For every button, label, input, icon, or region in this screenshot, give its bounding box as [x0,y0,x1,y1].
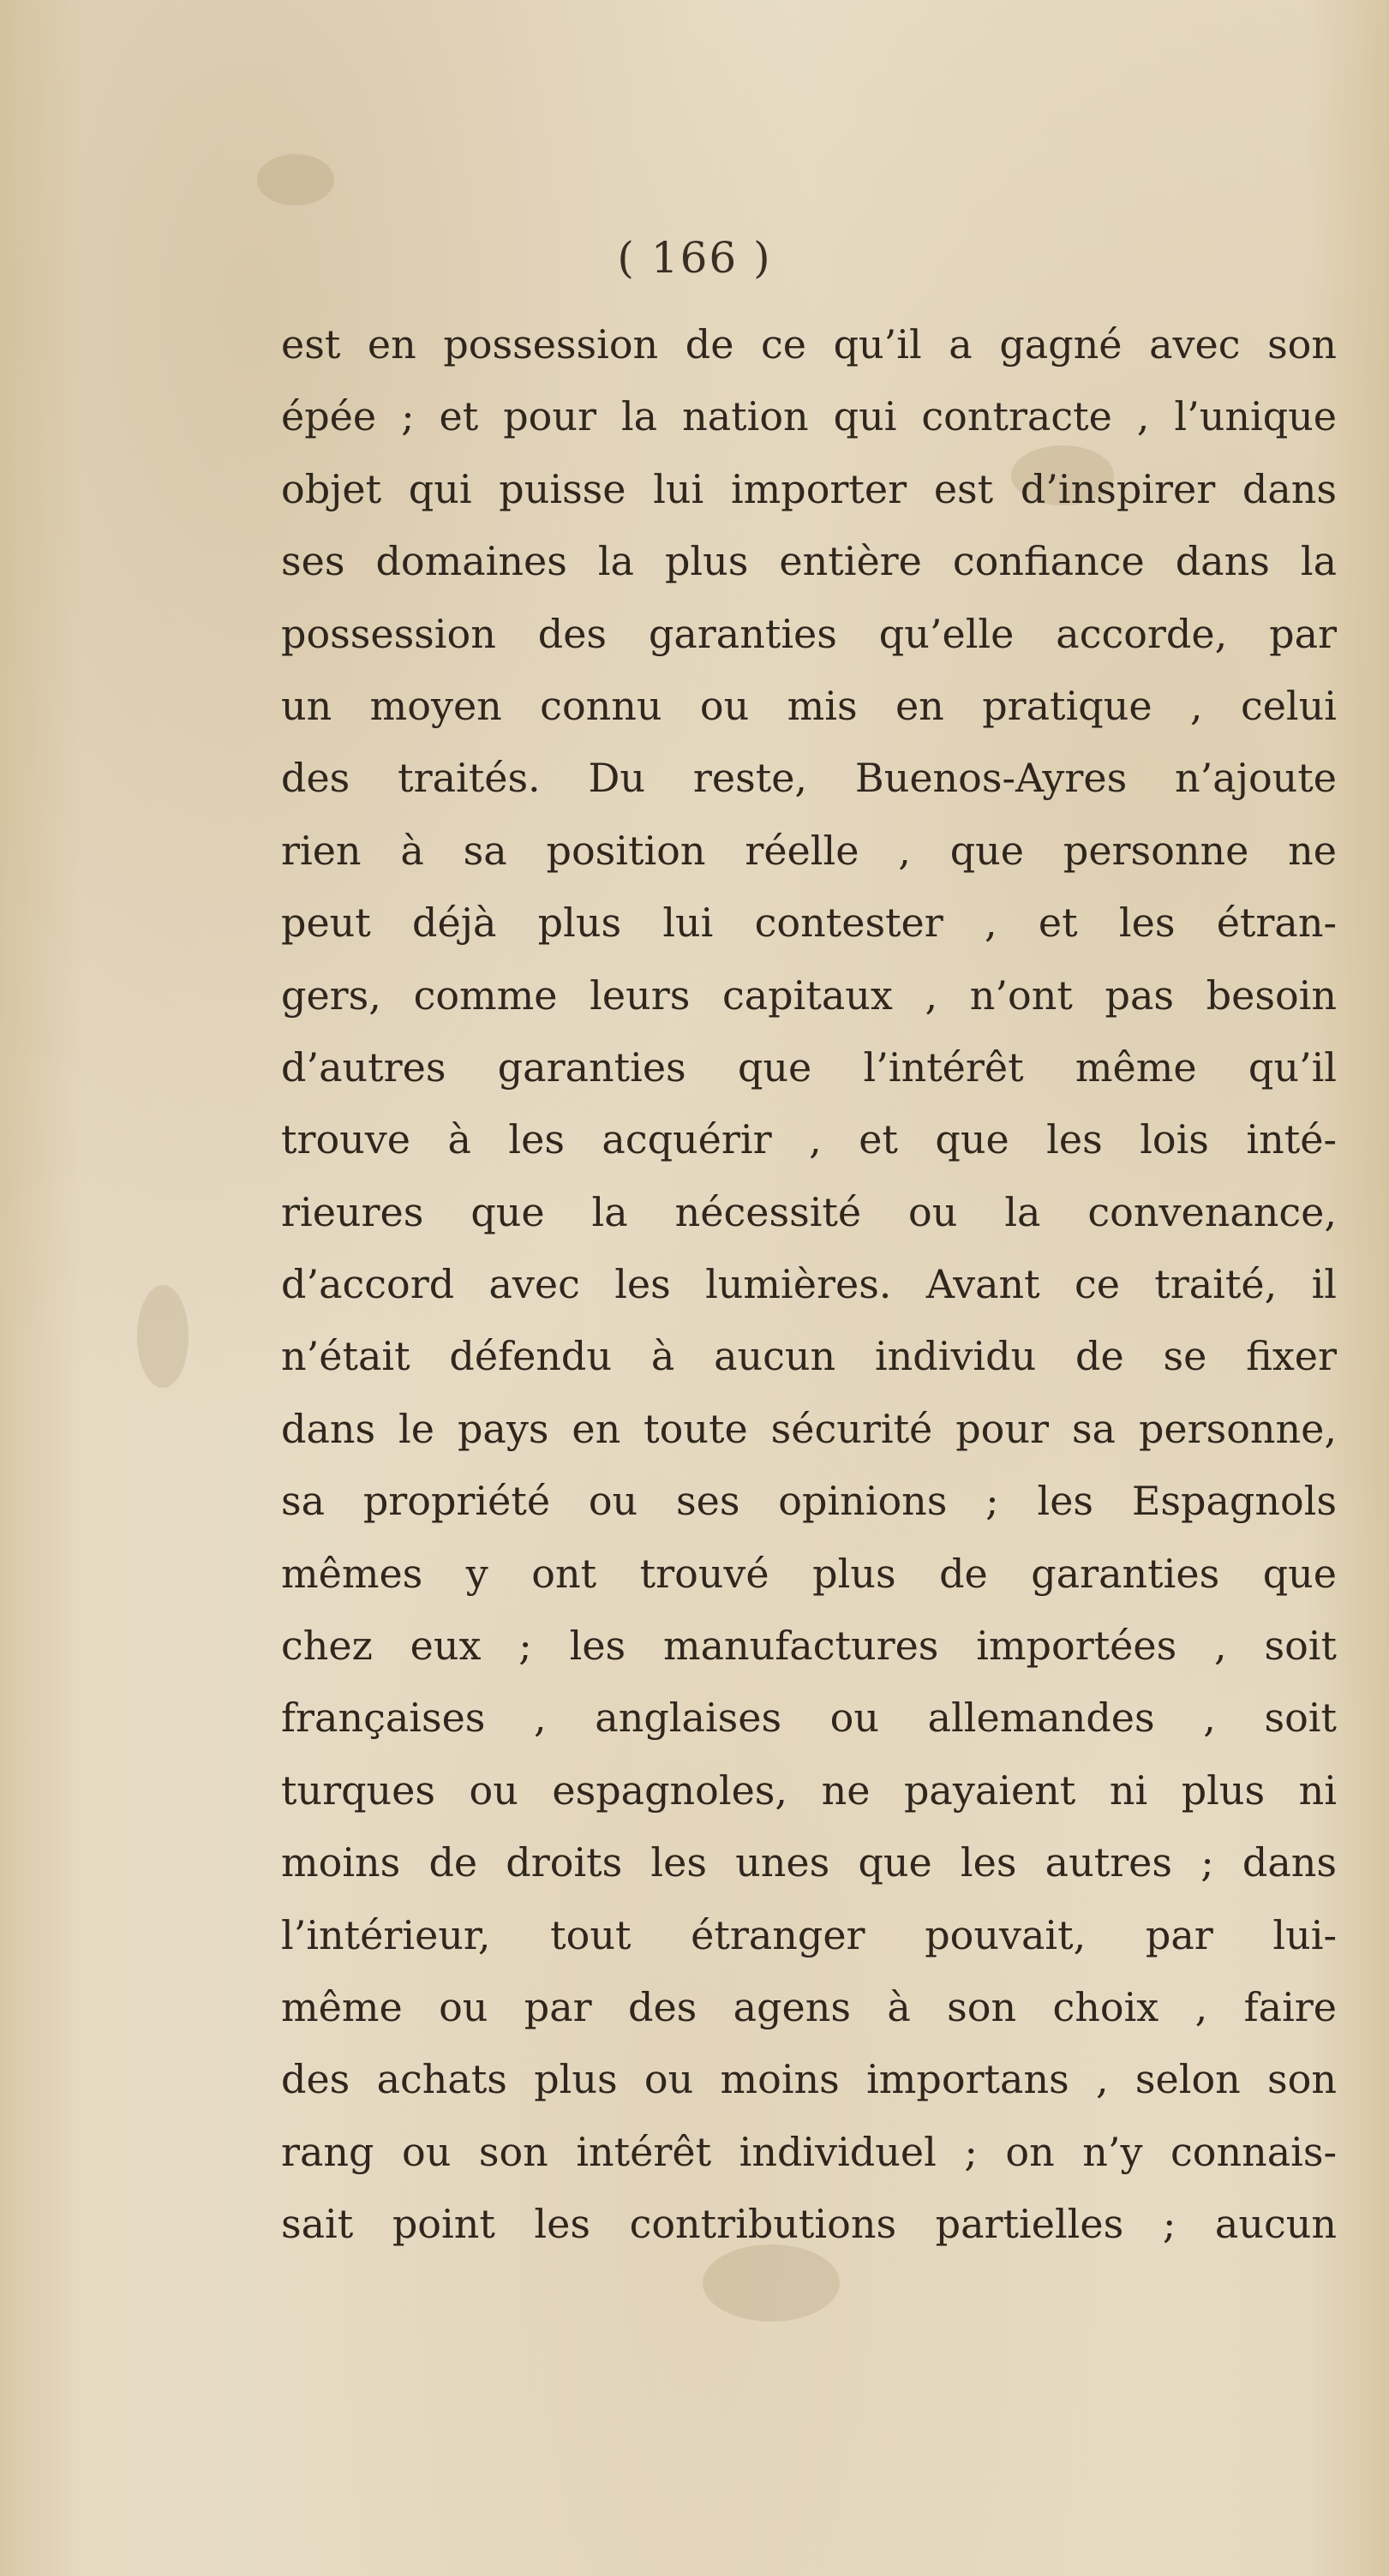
text-line: épée ; et pour la nation qui contracte , l’unique [281,393,1337,440]
text-line: rien à sa position réelle , que personne ne [281,827,1337,874]
text-line: mêmes y ont trouvé plus de garanties que [281,1550,1337,1597]
page-number: ( 166 ) [617,233,772,283]
text-line: rang ou son intérêt individuel ; on n’y connais- [281,2128,1337,2175]
paper-stain [137,1285,189,1388]
text-line: gers, comme leurs capitaux , n’ont pas besoin [281,971,1337,1019]
text-line: peut déjà plus lui contester , et les étran- [281,900,1337,947]
text-line: ses domaines la plus entière confiance dans la [281,538,1337,585]
text-line: possession des garanties qu’elle accorde, par [281,610,1337,657]
text-line: sa propriété ou ses opinions ; les Espagnols [281,1478,1337,1525]
text-line: rieures que la nécessité ou la convenance, [281,1188,1337,1235]
text-line: est en possession de ce qu’il a gagné avec son [281,321,1337,368]
text-line: françaises , anglaises ou allemandes , soit [281,1694,1337,1742]
text-line: l’intérieur, tout étranger pouvait, par lui- [281,1911,1337,1958]
text-line: objet qui puisse lui importer est d’inspirer dans [281,465,1337,512]
text-line: des traités. Du reste, Buenos-Ayres n’ajoute [281,755,1337,802]
paper-stain [257,154,334,206]
text-line: même ou par des agens à son choix , faire [281,1983,1337,2030]
text-line: sait point les contributions partielles ; aucun [281,2201,1337,2248]
text-line: n’était défendu à aucun individu de se fixer [281,1333,1337,1380]
text-line: turques ou espagnoles, ne payaient ni plus ni [281,1766,1337,1814]
text-line: trouve à les acquérir , et que les lois inté- [281,1116,1337,1163]
text-line: d’autres garanties que l’intérêt même qu’il [281,1043,1337,1091]
body-text [281,308,1337,2261]
text-line: d’accord avec les lumières. Avant ce traité, il [281,1261,1337,1308]
text-line: dans le pays en toute sécurité pour sa personne, [281,1405,1337,1452]
text-line: un moyen connu ou mis en pratique , celui [281,682,1337,729]
text-line: des achats plus ou moins importans , selon son [281,2056,1337,2103]
text-line: chez eux ; les manufactures importées , soit [281,1623,1337,1670]
text-line: moins de droits les unes que les autres ; dans [281,1839,1337,1886]
